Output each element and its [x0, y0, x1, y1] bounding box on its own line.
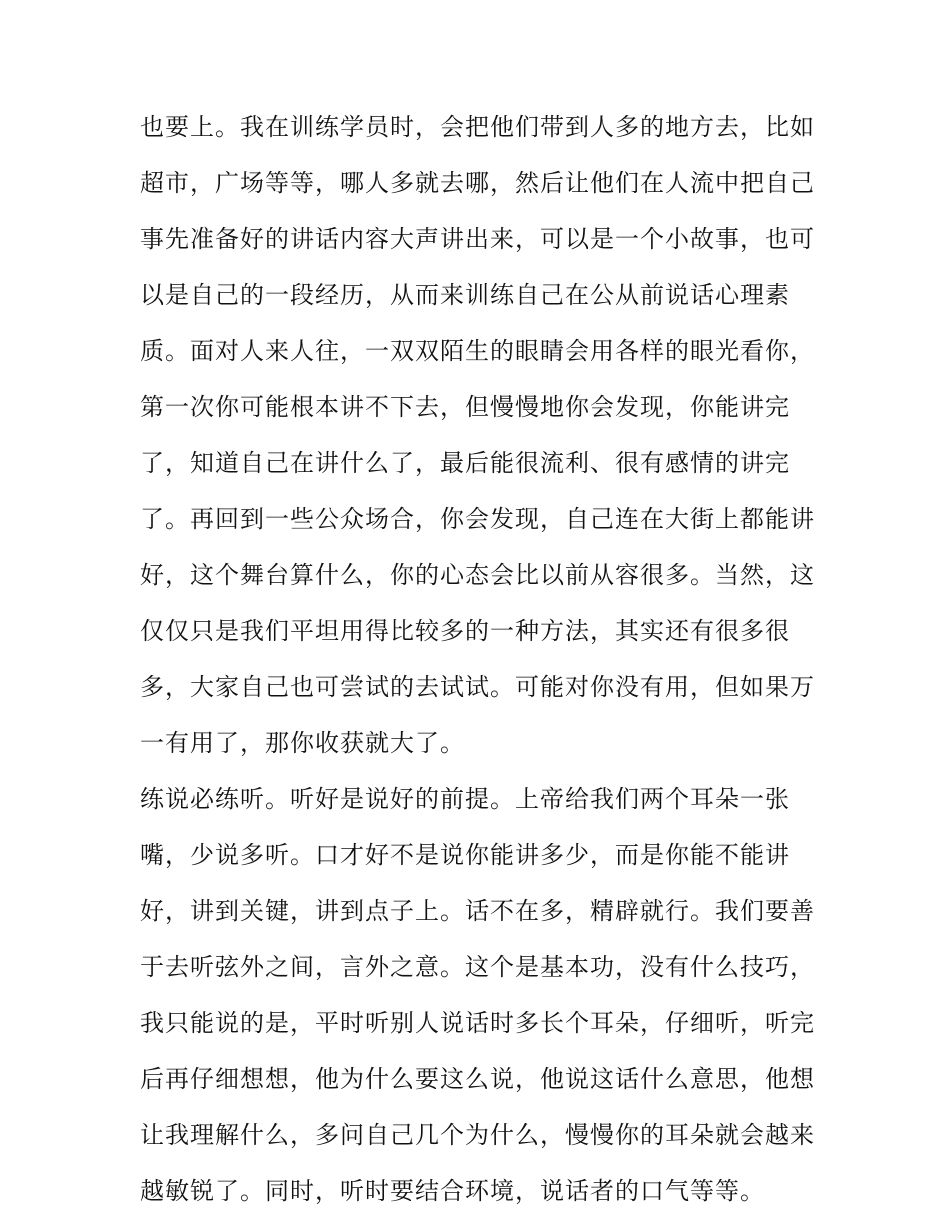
- text-line: 仅仅只是我们平坦用得比较多的一种方法，其实还有很多很: [140, 617, 790, 645]
- text-line: 让我理解什么，多问自己几个为什么，慢慢你的耳朵就会越来: [140, 1121, 815, 1149]
- text-line: 了。再回到一些公众场合，你会发现，自己连在大街上都能讲: [140, 505, 815, 533]
- text-line: 超市，广场等等，哪人多就去哪，然后让他们在人流中把自己: [140, 169, 815, 197]
- text-line: 了，知道自己在讲什么了，最后能很流利、很有感情的讲完: [140, 449, 790, 477]
- text-line: 一有用了，那你收获就大了。: [140, 729, 465, 757]
- text-line: 质。面对人来人往，一双双陌生的眼睛会用各样的眼光看你，: [140, 337, 815, 365]
- text-line: 越敏锐了。同时，听时要结合环境，说话者的口气等等。: [140, 1177, 765, 1205]
- text-line: 以是自己的一段经历，从而来训练自己在公从前说话心理素: [140, 281, 790, 309]
- text-line: 也要上。我在训练学员时，会把他们带到人多的地方去，比如: [140, 113, 815, 141]
- text-line: 事先准备好的讲话内容大声讲出来，可以是一个小故事，也可: [140, 225, 815, 253]
- text-line: 好，这个舞台算什么，你的心态会比以前从容很多。当然，这: [140, 561, 815, 589]
- text-line: 于去听弦外之间，言外之意。这个是基本功，没有什么技巧，: [140, 953, 815, 981]
- text-line: 我只能说的是，平时听别人说话时多长个耳朵，仔细听，听完: [140, 1009, 815, 1037]
- text-line: 后再仔细想想，他为什么要这么说，他说这话什么意思，他想: [140, 1065, 815, 1093]
- text-line: 嘴，少说多听。口才好不是说你能讲多少，而是你能不能讲: [140, 841, 790, 869]
- text-line: 好，讲到关键，讲到点子上。话不在多，精辟就行。我们要善: [140, 897, 815, 925]
- text-line: 第一次你可能根本讲不下去，但慢慢地你会发现，你能讲完: [140, 393, 790, 421]
- paragraph-start-line: 练说必练听。听好是说好的前提。上帝给我们两个耳朵一张: [140, 785, 790, 813]
- text-line: 多，大家自己也可尝试的去试试。可能对你没有用，但如果万: [140, 673, 815, 701]
